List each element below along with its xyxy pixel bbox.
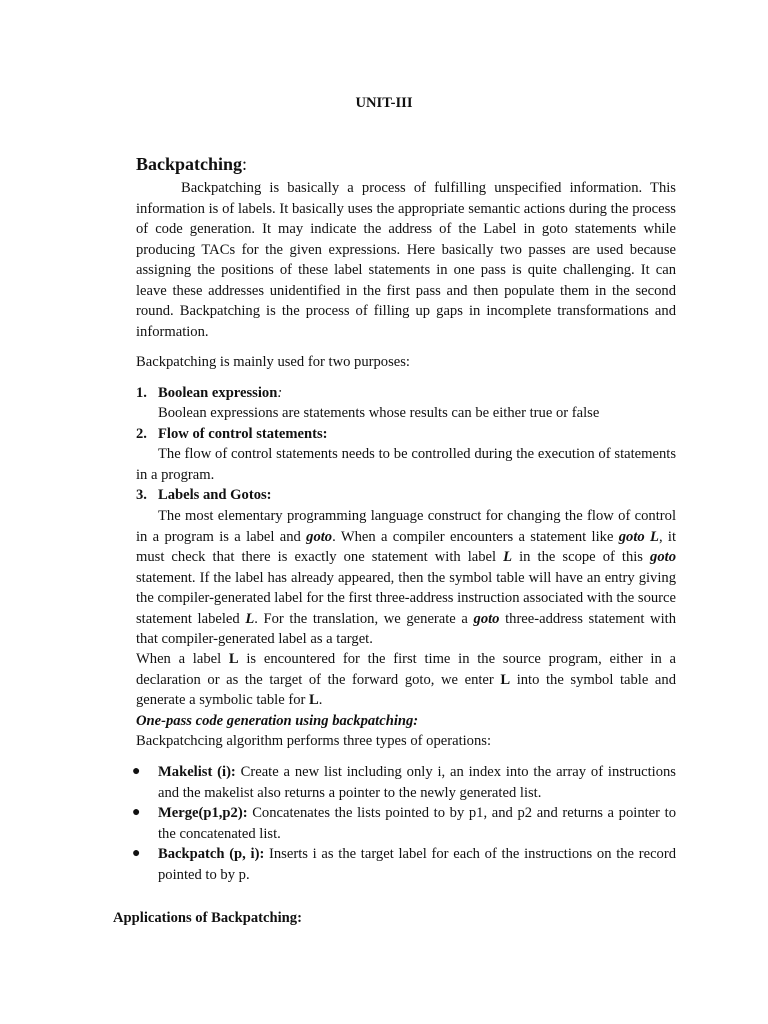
- bullet-body: Inserts i as the target label for each of the instructions on the record pointed to by p.: [158, 846, 677, 883]
- bullet-body: Concatenates the lists pointed to by p1, and p2 and returns a pointer to the concatenated list.: [158, 805, 676, 842]
- bullet-title: Makelist (i):: [158, 764, 236, 780]
- intro-paragraph: Backpatching is basically a process of fulfilling unspecified information. This information is of labels. It basically uses the appropriate semantic actions during the process of code generation. It may indicate the address of the Label in goto statements while producing TACs for the given expressions. Here basically two passes are used because assigning the positions of these label statements in one pass is quite challenging. It can leave these addresses unidentified in the first pass and then populate them in the second round. Backpatching is the process of filling up gaps in incomplete transformations and information.: [136, 180, 676, 340]
- item-body-flow: The flow of control statements needs to be controlled during the execution of statements in a program.: [136, 446, 676, 483]
- item-number: 2.: [136, 426, 147, 442]
- bullet-title: Merge(p1,p2):: [158, 805, 248, 821]
- goto-keyword: goto: [306, 528, 333, 545]
- label-l: L: [309, 692, 319, 708]
- item-title-boolean: [158, 383, 282, 404]
- bullet-merge: [158, 803, 676, 844]
- label-l: L: [503, 549, 513, 565]
- item-title-text: Boolean expression: [158, 385, 278, 401]
- applications-heading: Applications of Backpatching:: [113, 910, 302, 926]
- bullet-body: Create a new list including only i, an index into the array of instructions and the makelist also returns a pointer to the newly generated list.: [158, 764, 676, 801]
- item-title-flow: Flow of control statements:: [158, 426, 328, 442]
- item-title-labels: Labels and Gotos:: [158, 487, 272, 503]
- item-number: 3.: [136, 487, 147, 503]
- item-number: 1.: [136, 385, 147, 401]
- bullet-icon: ●: [132, 764, 141, 779]
- goto-keyword: goto: [473, 610, 500, 627]
- goto-keyword: goto: [650, 549, 676, 565]
- text-run: . When a compiler encounters a statement like: [332, 528, 619, 545]
- heading-colon: :: [242, 154, 248, 174]
- text-run: When a label: [136, 651, 229, 667]
- bullet-makelist: [158, 762, 676, 803]
- bullet-title: Backpatch (p, i):: [158, 846, 265, 862]
- when-paragraph: [136, 649, 676, 711]
- goto-l-keyword: goto L: [618, 528, 659, 545]
- text-run: . For the translation, we generate a: [254, 610, 474, 627]
- labels-paragraph: [136, 506, 676, 650]
- bullet-backpatch: [158, 844, 676, 885]
- label-l: L: [228, 651, 239, 667]
- label-l: L: [245, 610, 255, 627]
- text-run: .: [318, 692, 323, 708]
- item-body-boolean: Boolean expressions are statements whose results can be either true or false: [158, 405, 600, 421]
- bullet-icon: ●: [132, 805, 141, 820]
- heading-text: Backpatching: [136, 154, 243, 174]
- text-run: , it must check that there is exactly one statement with label: [136, 528, 677, 565]
- text-run: into the symbol table and generate a symbolic table for: [136, 671, 676, 708]
- ops-intro: Backpatchcing algorithm performs three types of operations:: [136, 733, 492, 749]
- text-run: statement. If the label has already appeared, then the symbol table will have an entry giving the compiler-generated label for the first three-address instruction associated with the source statement labeled: [136, 569, 676, 627]
- section-heading: [136, 154, 247, 175]
- item-title-suffix: :: [277, 385, 283, 401]
- text-run: in the scope of this: [512, 549, 651, 565]
- bullet-icon: ●: [132, 846, 141, 861]
- onepass-heading: One-pass code generation using backpatching:: [136, 713, 419, 729]
- text-run: is encountered for the first time in the source program, either in a declaration or as the target of the forward goto, we enter: [136, 651, 676, 688]
- text-run: three-address statement with that compiler-generated label as a target.: [136, 610, 677, 647]
- purposes-intro: Backpatching is mainly used for two purposes:: [136, 354, 410, 370]
- unit-title: UNIT-III: [355, 95, 413, 111]
- text-run: The most elementary programming language construct for changing the flow of control in a program is a label and: [136, 508, 676, 545]
- label-l: L: [500, 671, 511, 688]
